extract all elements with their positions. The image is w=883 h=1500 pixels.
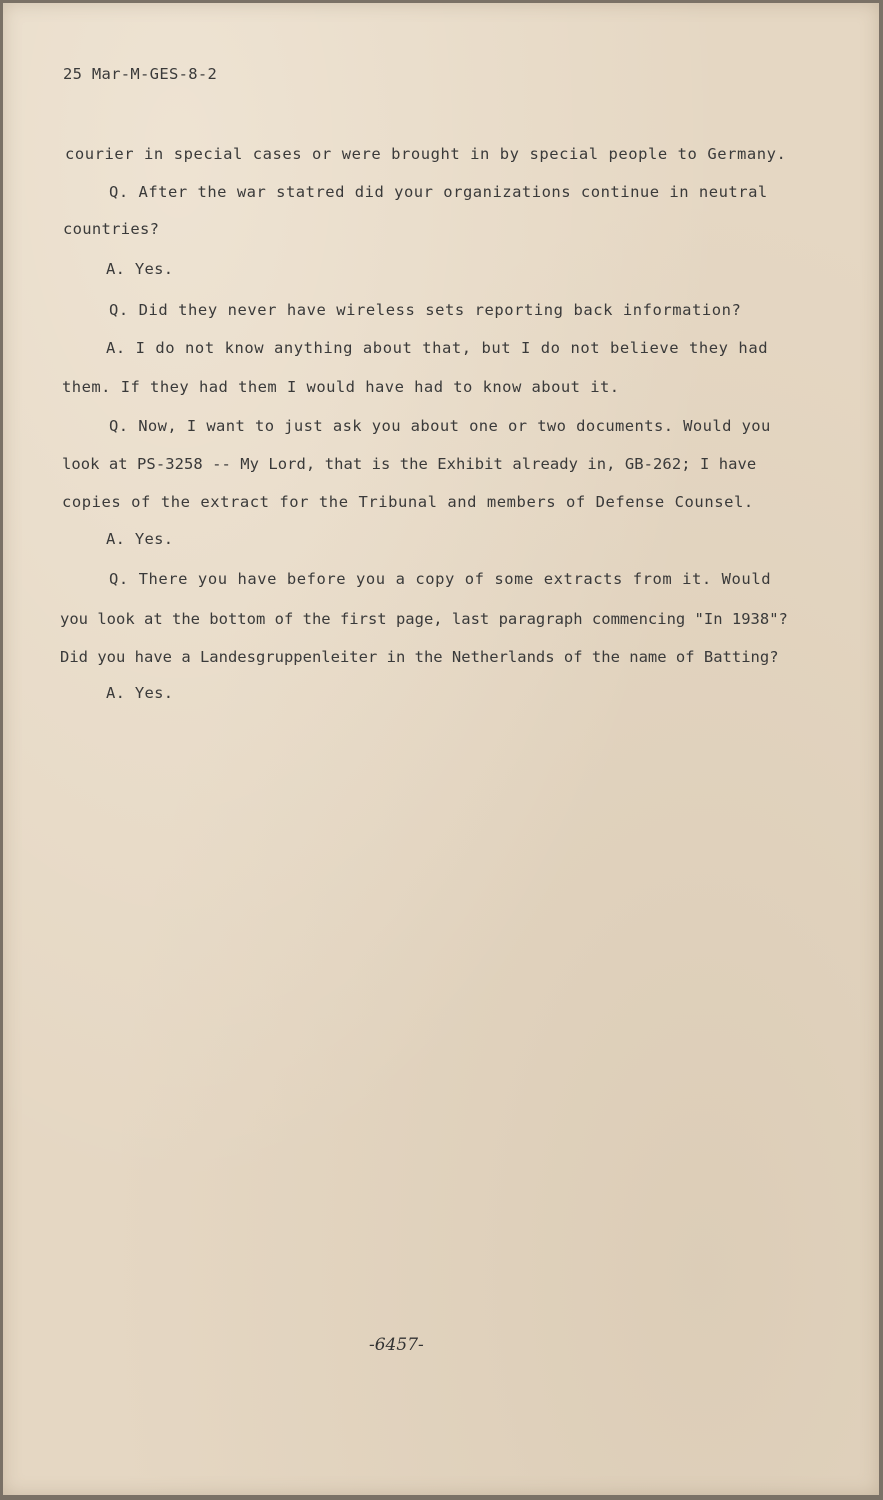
- page-number: -6457-: [369, 1335, 424, 1355]
- transcript-line: A. Yes.: [106, 530, 174, 548]
- transcript-line: you look at the bottom of the first page, last paragraph commencing "In 1938"?: [60, 610, 788, 628]
- transcript-line: Q. Did they never have wireless sets reporting back information?: [109, 301, 742, 319]
- transcript-line: Q. There you have before you a copy of some extracts from it. Would: [109, 570, 772, 588]
- document-header: 25 Mar-M-GES-8-2: [63, 65, 218, 83]
- transcript-line: A. Yes.: [106, 260, 174, 278]
- transcript-line: look at PS-3258 -- My Lord, that is the Exhibit already in, GB-262; I have: [62, 455, 757, 473]
- transcript-line: Did you have a Landesgruppenleiter in the Netherlands of the name of Batting?: [60, 648, 779, 666]
- transcript-line: A. Yes.: [106, 684, 174, 702]
- document-page: [3, 3, 879, 1495]
- transcript-line: Q. Now, I want to just ask you about one or two documents. Would you: [109, 417, 771, 435]
- transcript-line: Q. After the war statred did your organizations continue in neutral: [109, 183, 768, 201]
- transcript-line: courier in special cases or were brought in by special people to Germany.: [65, 145, 787, 163]
- transcript-line: copies of the extract for the Tribunal and members of Defense Counsel.: [62, 493, 754, 511]
- transcript-line: countries?: [63, 220, 160, 238]
- transcript-line: them. If they had them I would have had to know about it.: [62, 378, 620, 396]
- transcript-line: A. I do not know anything about that, but I do not believe they had: [106, 339, 769, 357]
